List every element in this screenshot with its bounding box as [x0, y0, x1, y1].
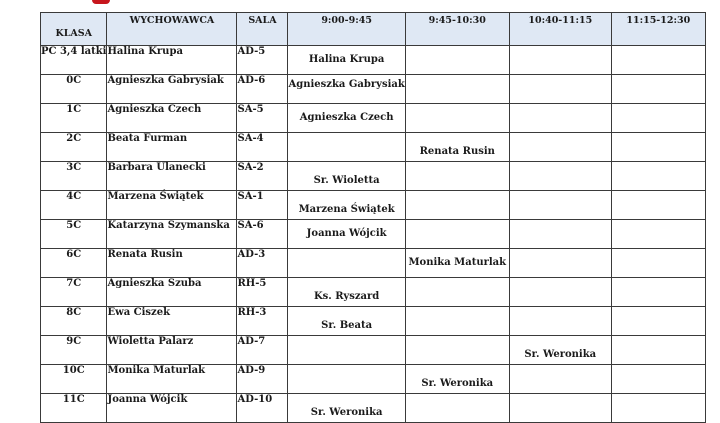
- klasa-cell: 2C: [41, 133, 107, 162]
- klasa-cell: 3C: [41, 162, 107, 191]
- header-sala: SALA: [237, 13, 288, 46]
- table-row: [41, 365, 706, 394]
- table-row: [41, 307, 706, 336]
- slot-2-cell: [405, 220, 509, 249]
- slot-1-cell: Sr. Wioletta: [288, 162, 405, 191]
- sala-cell: AD-5: [237, 46, 288, 75]
- klasa-cell: PC 3,4 latki: [41, 46, 107, 75]
- slot-2-cell: [405, 307, 509, 336]
- wychowawca-cell: Agnieszka Gabrysiak: [107, 75, 237, 104]
- header-row: [41, 13, 706, 46]
- sala-cell: AD-10: [237, 394, 288, 423]
- slot-4-cell: [611, 365, 705, 394]
- sala-cell: SA-1: [237, 191, 288, 220]
- table-row: [41, 133, 706, 162]
- wychowawca-cell: Marzena Świątek: [107, 191, 237, 220]
- slot-2-cell: [405, 394, 509, 423]
- slot-4-cell: [611, 249, 705, 278]
- sala-cell: AD-9: [237, 365, 288, 394]
- header-slot-3: 10:40-11:15: [509, 13, 611, 46]
- wychowawca-cell: Agnieszka Szuba: [107, 278, 237, 307]
- slot-4-cell: [611, 133, 705, 162]
- header-wychowawca: WYCHOWAWCA: [107, 13, 237, 46]
- sala-cell: SA-5: [237, 104, 288, 133]
- slot-2-cell: [405, 75, 509, 104]
- klasa-cell: 7C: [41, 278, 107, 307]
- table-row: [41, 191, 706, 220]
- slot-2-cell: [405, 104, 509, 133]
- wychowawca-cell: Ewa Ciszek: [107, 307, 237, 336]
- slot-3-cell: [509, 394, 611, 423]
- slot-1-cell: Sr. Weronika: [288, 394, 405, 423]
- sala-cell: RH-3: [237, 307, 288, 336]
- slot-1-cell: Sr. Beata: [288, 307, 405, 336]
- slot-2-cell: Monika Maturlak: [405, 249, 509, 278]
- slot-2-cell: Sr. Weronika: [405, 365, 509, 394]
- table-row: [41, 46, 706, 75]
- slot-4-cell: [611, 104, 705, 133]
- slot-3-cell: [509, 249, 611, 278]
- slot-1-cell: Agnieszka Czech: [288, 104, 405, 133]
- table-row: [41, 394, 706, 423]
- sala-cell: RH-5: [237, 278, 288, 307]
- klasa-cell: 9C: [41, 336, 107, 365]
- slot-3-cell: [509, 365, 611, 394]
- slot-3-cell: [509, 278, 611, 307]
- table-row: [41, 249, 706, 278]
- slot-3-cell: [509, 104, 611, 133]
- header-slot-4: 11:15-12:30: [611, 13, 705, 46]
- klasa-cell: 4C: [41, 191, 107, 220]
- slot-3-cell: [509, 133, 611, 162]
- slot-4-cell: [611, 394, 705, 423]
- sala-cell: AD-6: [237, 75, 288, 104]
- wychowawca-cell: Katarzyna Szymanska: [107, 220, 237, 249]
- slot-1-cell: Joanna Wójcik: [288, 220, 405, 249]
- slot-4-cell: [611, 46, 705, 75]
- slot-4-cell: [611, 162, 705, 191]
- slot-3-cell: [509, 191, 611, 220]
- slot-4-cell: [611, 278, 705, 307]
- header-slot-1: 9:00-9:45: [288, 13, 405, 46]
- slot-4-cell: [611, 75, 705, 104]
- wychowawca-cell: Monika Maturlak: [107, 365, 237, 394]
- slot-1-cell: [288, 336, 405, 365]
- slot-3-cell: [509, 46, 611, 75]
- wychowawca-cell: Agnieszka Czech: [107, 104, 237, 133]
- sala-cell: AD-3: [237, 249, 288, 278]
- wychowawca-cell: Joanna Wójcik: [107, 394, 237, 423]
- klasa-cell: 11C: [41, 394, 107, 423]
- table-row: [41, 336, 706, 365]
- slot-1-cell: Marzena Świątek: [288, 191, 405, 220]
- table-row: [41, 75, 706, 104]
- slot-2-cell: [405, 162, 509, 191]
- klasa-cell: 5C: [41, 220, 107, 249]
- klasa-cell: 1C: [41, 104, 107, 133]
- red-logo-fragment: [92, 0, 110, 4]
- slot-3-cell: [509, 307, 611, 336]
- slot-2-cell: [405, 191, 509, 220]
- slot-2-cell: [405, 278, 509, 307]
- wychowawca-cell: Wioletta Palarz: [107, 336, 237, 365]
- header-klasa: KLASA: [41, 13, 107, 46]
- slot-4-cell: [611, 220, 705, 249]
- header-slot-2: 9:45-10:30: [405, 13, 509, 46]
- wychowawca-cell: Renata Rusin: [107, 249, 237, 278]
- slot-3-cell: [509, 75, 611, 104]
- slot-2-cell: Renata Rusin: [405, 133, 509, 162]
- table-row: [41, 104, 706, 133]
- slot-3-cell: [509, 220, 611, 249]
- slot-3-cell: Sr. Weronika: [509, 336, 611, 365]
- table-row: [41, 278, 706, 307]
- sala-cell: SA-4: [237, 133, 288, 162]
- slot-4-cell: [611, 336, 705, 365]
- slot-3-cell: [509, 162, 611, 191]
- wychowawca-cell: Halina Krupa: [107, 46, 237, 75]
- slot-4-cell: [611, 191, 705, 220]
- klasa-cell: 8C: [41, 307, 107, 336]
- wychowawca-cell: Beata Furman: [107, 133, 237, 162]
- sala-cell: SA-6: [237, 220, 288, 249]
- klasa-cell: 0C: [41, 75, 107, 104]
- klasa-cell: 10C: [41, 365, 107, 394]
- klasa-cell: 6C: [41, 249, 107, 278]
- table-row: [41, 162, 706, 191]
- table-row: [41, 220, 706, 249]
- slot-1-cell: [288, 365, 405, 394]
- sala-cell: AD-7: [237, 336, 288, 365]
- slot-1-cell: [288, 249, 405, 278]
- slot-1-cell: [288, 133, 405, 162]
- wychowawca-cell: Barbara Ulanecki: [107, 162, 237, 191]
- schedule-table: [40, 12, 706, 423]
- slot-1-cell: Ks. Ryszard: [288, 278, 405, 307]
- slot-4-cell: [611, 307, 705, 336]
- sala-cell: SA-2: [237, 162, 288, 191]
- slot-1-cell: Halina Krupa: [288, 46, 405, 75]
- slot-2-cell: [405, 336, 509, 365]
- slot-2-cell: [405, 46, 509, 75]
- slot-1-cell: Agnieszka Gabrysiak: [288, 75, 405, 104]
